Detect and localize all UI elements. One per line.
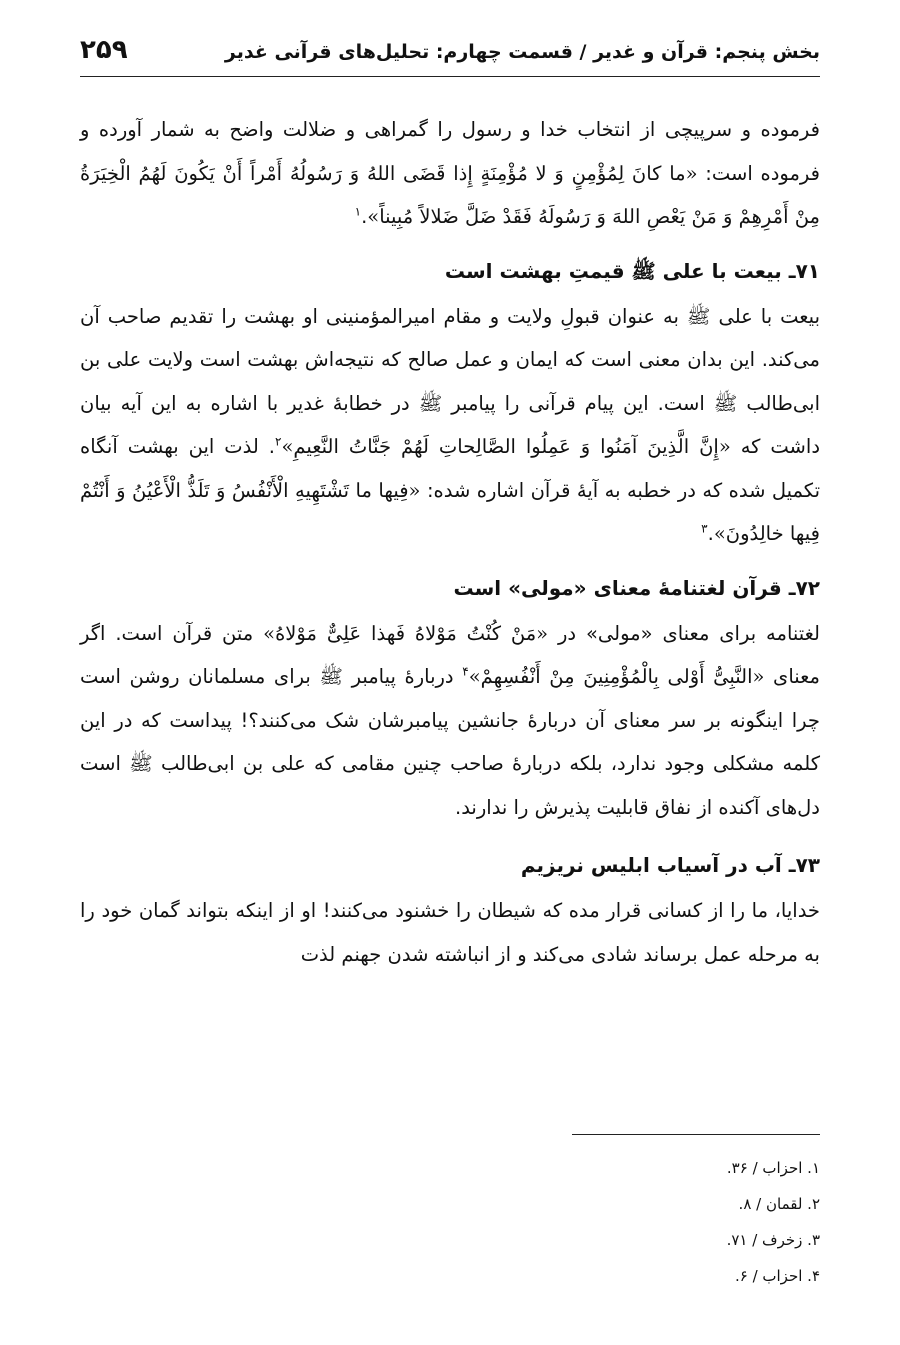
paragraph-4: خدایا، ما را از کسانی قرار مده که شیطان را خشنود می‌کنند! او از اینکه بتواند گمان خود را به مرحله عمل برساند شادی می‌کند و از انباشته شدن جهنم لذت	[80, 899, 820, 966]
footnote-divider	[572, 1134, 820, 1135]
hadith-quote: «مَنْ کُنْتُ مَوْلاهُ فَهذا عَلِیٌّ مَوْلاهُ»	[263, 621, 549, 645]
paragraph-3	[80, 612, 820, 830]
paragraph-2	[80, 295, 820, 556]
running-title: بخش پنجم: قرآن و غدیر / قسمت چهارم: تحلیل‌های قرآنی غدیر	[224, 41, 820, 63]
paragraph-1	[80, 108, 820, 239]
footnote-ref-1[interactable]: ۱	[354, 204, 362, 219]
paragraph-2-end: .	[707, 522, 714, 545]
footnote-ref-3[interactable]: ۳	[701, 521, 708, 536]
section-heading-73: ۷۳ـ آب در آسیاب ابلیس نریزیم	[520, 853, 820, 877]
paragraph-3-text-b: متن قرآن است. اگر معنای	[80, 621, 820, 688]
paragraph-2-text-a: بیعت با علی ﷺ به عنوان قبولِ ولایت و مقام امیرالمؤمنینی او بهشت را تقدیم صاحب آن می‌کند. این بدان معنی است که ایمان و عمل صالح که نتیجه‌اش بهشت است ولایت علی بن ابی‌طالب ﷺ است. این پیام قرآنی را پیامبر ﷺ در خطابهٔ غدیر با اشاره به این آیه بیان داشت که	[80, 304, 821, 458]
running-header	[80, 34, 820, 77]
footnote-ref-2[interactable]: ۲	[274, 434, 282, 449]
footnote-3: ۳. زخرف / ۷۱.	[726, 1231, 820, 1249]
paragraph-1-text: فرموده و سرپیچی از انتخاب خدا و رسول را گمراهی و ضلالت واضح به شمار آورده و فرموده است:	[80, 118, 820, 185]
section-heading-71: ۷۱ـ بیعت با علی ﷺ قیمتِ بهشت است	[444, 258, 820, 283]
footnotes-list	[420, 1150, 820, 1294]
paragraph-1-end: .	[361, 205, 368, 228]
footnote-2: ۲. لقمان / ۸.	[738, 1195, 820, 1213]
quran-verse-1: «ما کانَ لِمُؤْمِنٍ وَ لا مُؤْمِنَةٍ إِذا قَضَی اللهُ وَ رَسُولُهُ أَمْراً أَنْ یَکُونَ لَهُمُ الْخِیَرَةُ مِنْ أَمْرِهِمْ وَ مَنْ یَعْصِ اللهَ وَ رَسُولَهُ فَقَدْ ضَلَّ ضَلالاً مُبِیناً»	[80, 161, 820, 228]
body-text	[80, 108, 820, 976]
paragraph-3-text-a: لغتنامه برای معنای «مولی» در	[548, 621, 820, 645]
footnote-ref-4[interactable]: ۴	[462, 664, 469, 679]
footnote-4: ۴. احزاب / ۶.	[734, 1267, 820, 1285]
quran-verse-3: «فِیها ما تَشْتَهِیهِ الْأَنْفُسُ وَ تَلَذُّ الْأَعْیُنُ وَ أَنْتُمْ فِیها خالِدُونَ»	[80, 478, 820, 545]
quran-verse-2: «إِنَّ الَّذِینَ آمَنُوا وَ عَمِلُوا الصَّالِحاتِ لَهُمْ جَنَّاتُ النَّعِیمِ»	[281, 435, 731, 458]
quran-verse-4: «النَّبِیُّ أَوْلی بِالْمُؤْمِنِینَ مِنْ أَنْفُسِهِمْ»	[468, 665, 765, 688]
paragraph-3-text-c: دربارهٔ پیامبر ﷺ برای مسلمانان روشن است چرا اینگونه بر سر معنای آن دربارهٔ جانشین پیامبرشان شک می‌کنند؟! پیداست که در این کلمه مشکلی وجود ندارد، بلکه دربارهٔ صاحب چنین مقامی که علی بن ابی‌طالب ﷺ است دل‌های آکنده از نفاق قابلیت پذیرش را ندارند.	[80, 665, 820, 819]
footnote-1: ۱. احزاب / ۳۶.	[726, 1159, 820, 1177]
paragraph-2-text-b: . لذت این بهشت آنگاه تکمیل شده که در خطبه به آیهٔ قرآن اشاره شده:	[80, 435, 820, 502]
page-number: ۲۵۹	[80, 35, 128, 65]
section-heading-72: ۷۲ـ قرآن لغتنامهٔ معنای «مولی» است	[453, 575, 820, 600]
